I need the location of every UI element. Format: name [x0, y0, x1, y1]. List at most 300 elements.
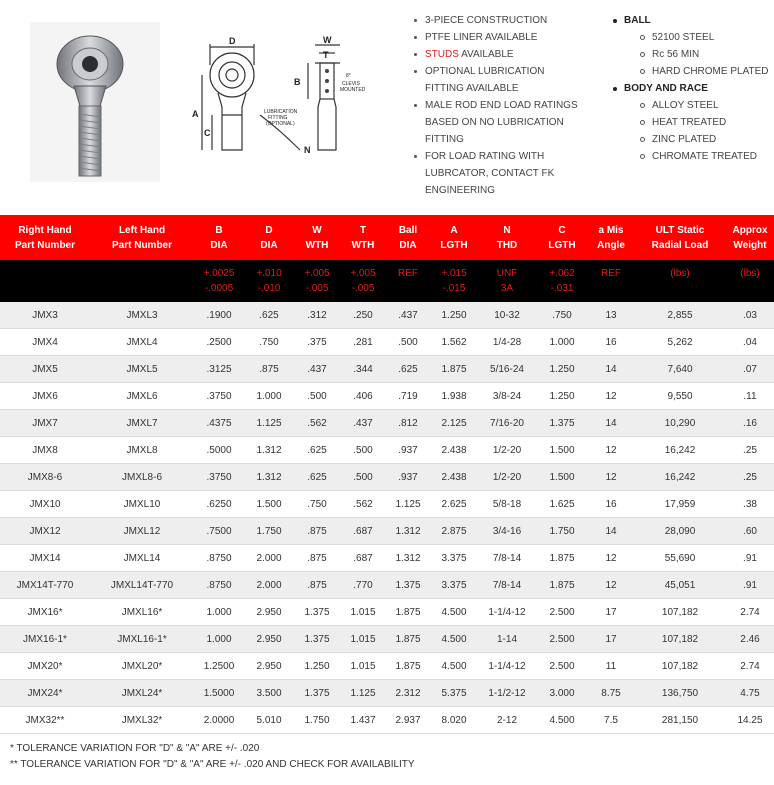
table-cell: .750 — [244, 329, 294, 356]
material-item: 52100 STEEL — [612, 29, 772, 46]
table-cell: .16 — [726, 410, 774, 437]
table-row — [0, 599, 774, 626]
tolerance-cell — [478, 260, 536, 302]
table-cell: 12 — [588, 572, 634, 599]
tolerance-cell — [536, 260, 588, 302]
table-cell: 1.250 — [536, 356, 588, 383]
table-cell: 1.5000 — [194, 680, 244, 707]
table-cell: 1.875 — [430, 356, 478, 383]
table-cell: 1.375 — [294, 626, 340, 653]
table-cell: 12 — [588, 545, 634, 572]
table-cell: 7/16-20 — [478, 410, 536, 437]
table-cell: 5.375 — [430, 680, 478, 707]
tolerance-cell — [588, 260, 634, 302]
tolerance-line: -.031 — [550, 283, 574, 294]
table-cell: 1.250 — [536, 383, 588, 410]
table-cell: .625 — [386, 356, 430, 383]
table-cell: 4.75 — [726, 680, 774, 707]
table-cell: 2.74 — [726, 653, 774, 680]
column-header-line: Angle — [597, 239, 625, 251]
table-cell: 1.312 — [386, 518, 430, 545]
table-cell: JMXL16-1* — [90, 626, 194, 653]
column-header — [430, 215, 478, 260]
column-header-line: ULT Static — [655, 224, 705, 236]
table-cell: 1.500 — [536, 464, 588, 491]
table-cell: 8.020 — [430, 707, 478, 734]
table-cell: 2.950 — [244, 653, 294, 680]
table-cell: 28,090 — [634, 518, 726, 545]
table-cell: .875 — [294, 572, 340, 599]
tolerance-cell — [194, 260, 244, 302]
table-row — [0, 464, 774, 491]
table-cell: 1/2-20 — [478, 437, 536, 464]
tolerance-line: (lbs) — [740, 268, 760, 279]
table-cell: .750 — [294, 491, 340, 518]
table-cell: 2,855 — [634, 302, 726, 329]
dimension-drawing — [190, 35, 380, 160]
table-cell: 5.010 — [244, 707, 294, 734]
column-header — [294, 215, 340, 260]
feature-text: OPTIONAL LUBRICATION FITTING AVAILABLE — [425, 66, 545, 94]
material-heading: BODY AND RACE — [612, 80, 772, 97]
tolerance-line: -.010 — [257, 283, 281, 294]
drawing-label-a: A — [192, 109, 199, 119]
table-cell: .500 — [340, 437, 386, 464]
features-list — [413, 12, 585, 199]
column-header-line: Weight — [733, 239, 767, 251]
drawing-label-w: W — [323, 35, 332, 45]
table-cell: .312 — [294, 302, 340, 329]
table-cell: .437 — [294, 356, 340, 383]
table-cell: JMXL24* — [90, 680, 194, 707]
table-cell: 17,959 — [634, 491, 726, 518]
table-cell: .500 — [340, 464, 386, 491]
column-header-line: THD — [496, 239, 518, 251]
table-cell: 1.625 — [536, 491, 588, 518]
tolerance-cell — [430, 260, 478, 302]
column-header-line: Ball — [398, 224, 418, 236]
table-cell: 1.375 — [536, 410, 588, 437]
material-item: HARD CHROME PLATED — [612, 63, 772, 80]
table-cell: 14 — [588, 356, 634, 383]
table-cell: JMX24* — [0, 680, 90, 707]
table-cell: 7/8-14 — [478, 545, 536, 572]
table-cell: 17 — [588, 599, 634, 626]
table-cell: 7/8-14 — [478, 572, 536, 599]
column-header — [588, 215, 634, 260]
table-cell: 5/16-24 — [478, 356, 536, 383]
table-cell: JMXL8 — [90, 437, 194, 464]
table-cell: JMXL10 — [90, 491, 194, 518]
table-cell: .60 — [726, 518, 774, 545]
product-photo — [30, 22, 160, 182]
table-cell: 1-1/2-12 — [478, 680, 536, 707]
table-cell: JMXL3 — [90, 302, 194, 329]
tolerance-cell — [294, 260, 340, 302]
drawing-label-t: T — [323, 50, 329, 60]
table-cell: JMX12 — [0, 518, 90, 545]
rod-end-spec-table — [0, 215, 774, 734]
tolerance-line: -.005 — [351, 283, 375, 294]
table-cell: 107,182 — [634, 653, 726, 680]
table-cell: 1.875 — [536, 545, 588, 572]
table-cell: .750 — [536, 302, 588, 329]
tolerance-line — [0, 266, 90, 281]
table-cell: 107,182 — [634, 626, 726, 653]
feature-text: MALE ROD END LOAD RATINGS BASED ON NO LUBRICATION FITTING — [425, 100, 578, 145]
feature-item — [413, 97, 585, 148]
footnotes — [10, 741, 415, 773]
drawing-label-clevis: CLEVIS MOUNTED — [340, 81, 366, 93]
table-cell: 1.875 — [386, 653, 430, 680]
column-header-line: WTH — [305, 239, 329, 251]
table-cell: JMX3 — [0, 302, 90, 329]
table-cell: .687 — [340, 518, 386, 545]
material-item: CHROMATE TREATED — [612, 148, 772, 165]
table-cell: 1.015 — [340, 599, 386, 626]
table-cell: 5,262 — [634, 329, 726, 356]
table-cell: 4.500 — [430, 653, 478, 680]
table-cell: 2.500 — [536, 599, 588, 626]
table-cell: .2500 — [194, 329, 244, 356]
table-cell: 1-1/4-12 — [478, 653, 536, 680]
table-cell: 9,550 — [634, 383, 726, 410]
table-cell: .03 — [726, 302, 774, 329]
table-cell: .5000 — [194, 437, 244, 464]
column-header-line: DIA — [399, 239, 417, 251]
table-cell: 1.312 — [244, 464, 294, 491]
table-cell: .3750 — [194, 383, 244, 410]
table-cell: 16 — [588, 329, 634, 356]
table-row — [0, 437, 774, 464]
table-cell: 17 — [588, 626, 634, 653]
table-cell: 1.250 — [430, 302, 478, 329]
table-cell: 2.950 — [244, 626, 294, 653]
table-cell: 1.312 — [386, 545, 430, 572]
table-cell: .91 — [726, 572, 774, 599]
column-header-line: C — [558, 224, 566, 236]
tolerance-line — [588, 281, 634, 296]
column-header-line: Part Number — [14, 239, 75, 251]
table-cell: 2-12 — [478, 707, 536, 734]
table-cell: 12 — [588, 464, 634, 491]
tolerance-cell — [0, 260, 90, 302]
table-cell: .937 — [386, 437, 430, 464]
table-cell: .344 — [340, 356, 386, 383]
table-cell: 14.25 — [726, 707, 774, 734]
table-cell: 16 — [588, 491, 634, 518]
table-row — [0, 383, 774, 410]
table-cell: 1.015 — [340, 626, 386, 653]
table-cell: .8750 — [194, 545, 244, 572]
column-header-line: Part Number — [111, 239, 172, 251]
table-cell: .562 — [294, 410, 340, 437]
tolerance-line: UNF — [496, 268, 518, 279]
table-cell: 7.5 — [588, 707, 634, 734]
table-row — [0, 329, 774, 356]
table-cell: 1.750 — [244, 518, 294, 545]
table-cell: .25 — [726, 464, 774, 491]
tolerance-line: (lbs) — [670, 268, 690, 279]
column-header-line: D — [265, 224, 273, 236]
feature-item — [413, 46, 585, 63]
material-heading: BALL — [612, 12, 772, 29]
table-cell: 1.125 — [340, 680, 386, 707]
table-cell: 11 — [588, 653, 634, 680]
table-cell: 12 — [588, 383, 634, 410]
table-cell: .406 — [340, 383, 386, 410]
table-row — [0, 545, 774, 572]
column-header — [90, 215, 194, 260]
table-cell: .562 — [340, 491, 386, 518]
table-cell: JMXL6 — [90, 383, 194, 410]
tolerance-cell — [90, 260, 194, 302]
tolerance-line: +.005 — [304, 268, 330, 279]
table-cell: .4375 — [194, 410, 244, 437]
table-cell: 4.500 — [430, 626, 478, 653]
table-cell: 2.312 — [386, 680, 430, 707]
table-cell: .812 — [386, 410, 430, 437]
tolerance-cell — [244, 260, 294, 302]
table-cell: 2.500 — [536, 653, 588, 680]
material-item: HEAT TREATED — [612, 114, 772, 131]
table-cell: 3.375 — [430, 545, 478, 572]
table-cell: 1.938 — [430, 383, 478, 410]
table-cell: 2.000 — [244, 572, 294, 599]
drawing-label-c: C — [204, 128, 211, 138]
table-cell: .6250 — [194, 491, 244, 518]
table-cell: JMXL7 — [90, 410, 194, 437]
table-cell: 16,242 — [634, 464, 726, 491]
drawing-label-b: B — [294, 77, 301, 87]
material-sublist — [612, 29, 772, 80]
table-cell: 1.125 — [244, 410, 294, 437]
table-cell: 2.500 — [536, 626, 588, 653]
table-cell: 4.500 — [536, 707, 588, 734]
table-cell: 45,051 — [634, 572, 726, 599]
table-cell: JMX7 — [0, 410, 90, 437]
column-header-line: A — [450, 224, 458, 236]
table-cell: JMXL12 — [90, 518, 194, 545]
table-cell: .7500 — [194, 518, 244, 545]
table-cell: JMXL14 — [90, 545, 194, 572]
table-cell: 1.000 — [194, 599, 244, 626]
table-cell: 1.250 — [294, 653, 340, 680]
column-header-line: N — [503, 224, 511, 236]
table-cell: 55,690 — [634, 545, 726, 572]
table-cell: 1.437 — [340, 707, 386, 734]
table-cell: .375 — [294, 329, 340, 356]
column-header-line: WTH — [351, 239, 375, 251]
table-cell: 2.875 — [430, 518, 478, 545]
tolerance-line: REF — [601, 268, 621, 279]
tolerance-row — [0, 260, 774, 302]
table-cell: 5/8-18 — [478, 491, 536, 518]
table-cell: 3.500 — [244, 680, 294, 707]
table-cell: 14 — [588, 410, 634, 437]
tolerance-line — [386, 281, 430, 296]
tolerance-line — [726, 281, 774, 296]
table-cell: 2.625 — [430, 491, 478, 518]
table-cell: 2.438 — [430, 464, 478, 491]
table-cell: JMX16* — [0, 599, 90, 626]
table-cell: .38 — [726, 491, 774, 518]
column-header-line: a Mis — [598, 224, 624, 236]
table-cell: 4.500 — [430, 599, 478, 626]
table-cell: JMXL5 — [90, 356, 194, 383]
table-cell: JMXL4 — [90, 329, 194, 356]
table-cell: JMXL32* — [90, 707, 194, 734]
drawing-label-angle: 8° — [346, 73, 351, 79]
table-cell: 1.750 — [536, 518, 588, 545]
table-row — [0, 356, 774, 383]
table-row — [0, 410, 774, 437]
tolerance-line: -.005 — [305, 283, 329, 294]
table-cell: .437 — [340, 410, 386, 437]
table-cell: JMXL8-6 — [90, 464, 194, 491]
table-cell: JMX32** — [0, 707, 90, 734]
material-item: ALLOY STEEL — [612, 97, 772, 114]
table-cell: .937 — [386, 464, 430, 491]
table-cell: .500 — [386, 329, 430, 356]
tolerance-line: +.005 — [350, 268, 376, 279]
column-header — [726, 215, 774, 260]
table-cell: JMX8-6 — [0, 464, 90, 491]
column-header-line: Radial Load — [651, 239, 709, 251]
table-cell: .625 — [244, 302, 294, 329]
table-cell: 1.375 — [294, 599, 340, 626]
table-cell: 10,290 — [634, 410, 726, 437]
column-header-line: LGTH — [440, 239, 468, 251]
table-cell: 8.75 — [588, 680, 634, 707]
table-cell: 3/8-24 — [478, 383, 536, 410]
tolerance-line — [90, 281, 194, 296]
materials-list — [612, 12, 772, 165]
table-cell: 2.000 — [244, 545, 294, 572]
feature-item — [413, 12, 585, 29]
table-cell: JMX20* — [0, 653, 90, 680]
tolerance-line: -.0005 — [204, 283, 234, 294]
table-cell: .25 — [726, 437, 774, 464]
tolerance-line — [634, 281, 726, 296]
column-header — [340, 215, 386, 260]
table-cell: 1.875 — [386, 626, 430, 653]
table-cell: 1.000 — [536, 329, 588, 356]
table-cell: .770 — [340, 572, 386, 599]
feature-item — [413, 29, 585, 46]
column-header — [0, 215, 90, 260]
table-row — [0, 680, 774, 707]
drawing-label-d: D — [229, 36, 236, 46]
table-cell: 1-1/4-12 — [478, 599, 536, 626]
feature-item — [413, 148, 585, 199]
table-cell: .719 — [386, 383, 430, 410]
table-cell: 1.000 — [194, 626, 244, 653]
table-cell: JMX5 — [0, 356, 90, 383]
table-cell: .875 — [244, 356, 294, 383]
tolerance-line: -.015 — [442, 283, 466, 294]
table-cell: .625 — [294, 437, 340, 464]
table-header-row — [0, 215, 774, 260]
table-cell: .07 — [726, 356, 774, 383]
table-cell: JMX10 — [0, 491, 90, 518]
column-header-line: Approx — [732, 224, 768, 236]
table-cell: 107,182 — [634, 599, 726, 626]
material-sublist — [612, 97, 772, 165]
tolerance-cell — [634, 260, 726, 302]
table-cell: 13 — [588, 302, 634, 329]
table-cell: JMX14 — [0, 545, 90, 572]
table-cell: JMX16-1* — [0, 626, 90, 653]
feature-text: 3-PIECE CONSTRUCTION — [425, 15, 548, 26]
table-cell: .8750 — [194, 572, 244, 599]
table-row — [0, 302, 774, 329]
table-cell: 12 — [588, 437, 634, 464]
table-cell: 1.875 — [386, 599, 430, 626]
tolerance-line: +.0025 — [203, 268, 235, 279]
table-cell: 1.562 — [430, 329, 478, 356]
feature-text: PTFE LINER AVAILABLE — [425, 32, 538, 43]
tolerance-line — [90, 266, 194, 281]
table-cell: 1.500 — [244, 491, 294, 518]
table-cell: 1/4-28 — [478, 329, 536, 356]
column-header — [386, 215, 430, 260]
table-cell: 1.000 — [244, 383, 294, 410]
tolerance-line — [0, 281, 90, 296]
table-cell: .875 — [294, 545, 340, 572]
table-cell: .3125 — [194, 356, 244, 383]
table-cell: .625 — [294, 464, 340, 491]
column-header — [634, 215, 726, 260]
table-cell: JMXL20* — [90, 653, 194, 680]
table-cell: 2.937 — [386, 707, 430, 734]
table-cell: .3750 — [194, 464, 244, 491]
table-cell: 3.000 — [536, 680, 588, 707]
table-cell: 1.500 — [536, 437, 588, 464]
feature-highlight: STUDS — [425, 49, 459, 60]
table-row — [0, 707, 774, 734]
table-cell: .687 — [340, 545, 386, 572]
tolerance-line: 3A — [500, 283, 514, 294]
table-row — [0, 653, 774, 680]
table-cell: JMXL14T-770 — [90, 572, 194, 599]
column-header-line: W — [312, 224, 322, 236]
column-header-line: Left Hand — [118, 224, 166, 236]
table-cell: 10-32 — [478, 302, 536, 329]
column-header — [194, 215, 244, 260]
table-cell: 1.125 — [386, 491, 430, 518]
table-cell: .437 — [386, 302, 430, 329]
table-cell: 7,640 — [634, 356, 726, 383]
footnote-double-star: ** TOLERANCE VARIATION FOR "D" & "A" ARE +/- .020 AND CHECK FOR AVAILABILITY — [10, 759, 415, 770]
material-item: ZINC PLATED — [612, 131, 772, 148]
product-overview — [0, 0, 774, 215]
footnote-single-star: * TOLERANCE VARIATION FOR "D" & "A" ARE +/- .020 — [10, 743, 260, 754]
column-header-line: LGTH — [548, 239, 576, 251]
table-row — [0, 518, 774, 545]
table-cell: 1.875 — [536, 572, 588, 599]
table-cell: 1-14 — [478, 626, 536, 653]
table-cell: 2.46 — [726, 626, 774, 653]
table-cell: 1.312 — [244, 437, 294, 464]
column-header-line: DIA — [210, 239, 228, 251]
table-cell: JMX4 — [0, 329, 90, 356]
tolerance-line: +.010 — [256, 268, 282, 279]
column-header — [244, 215, 294, 260]
feature-text: FOR LOAD RATING WITH LUBRCATOR, CONTACT FK ENGINEERING — [425, 151, 555, 196]
table-cell: JMXL16* — [90, 599, 194, 626]
table-row — [0, 626, 774, 653]
